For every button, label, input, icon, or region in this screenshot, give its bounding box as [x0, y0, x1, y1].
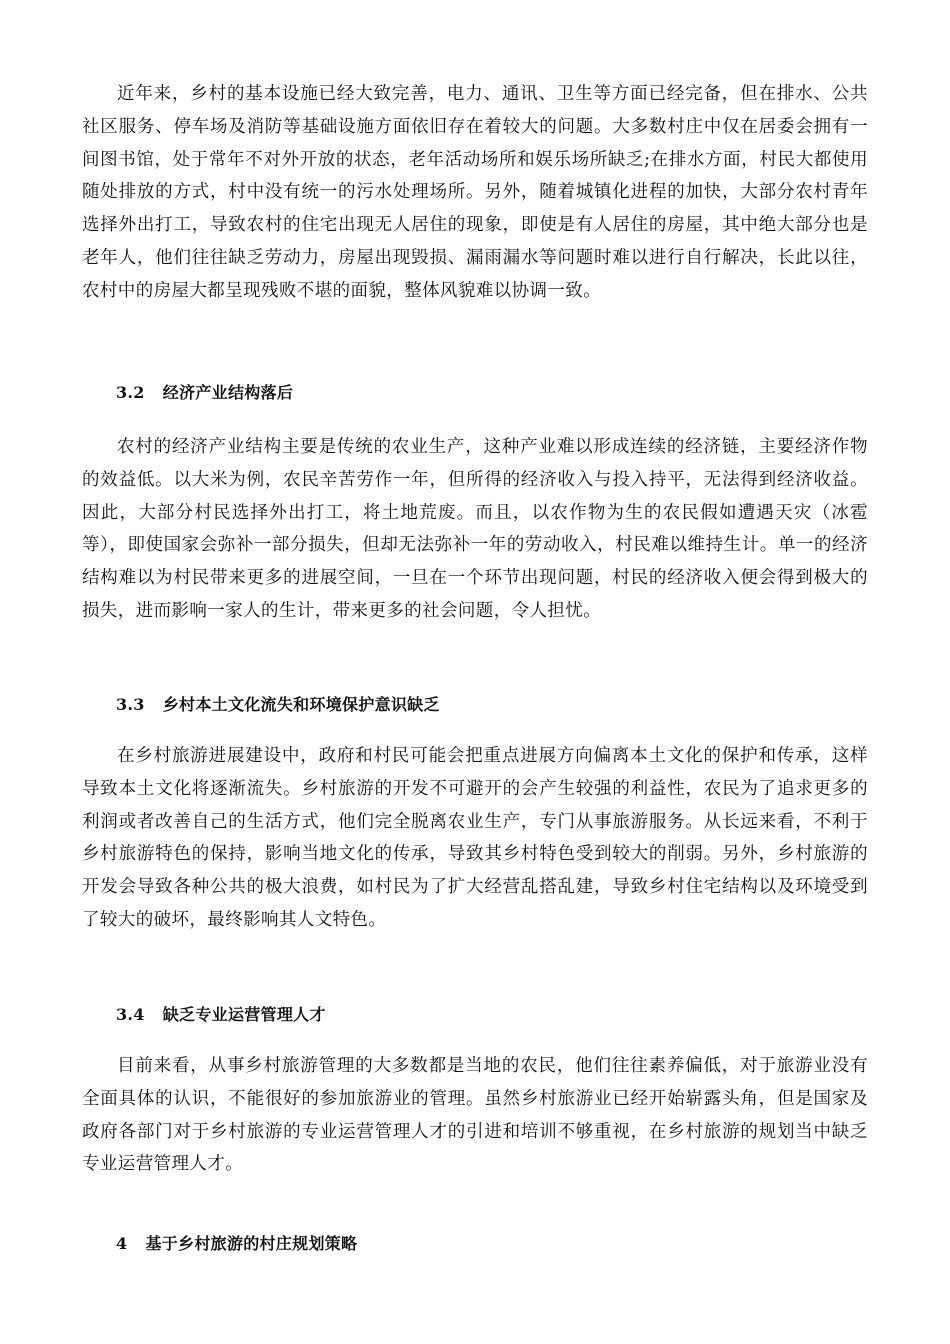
section-number: 4: [116, 1234, 128, 1253]
section-number: 3.2: [116, 383, 145, 402]
section-heading-3-4: [116, 1003, 326, 1027]
section-number: 3.3: [116, 695, 145, 714]
section-title: 乡村本土文化流失和环境保护意识缺乏: [162, 695, 440, 714]
section-number: 3.4: [116, 1005, 145, 1024]
paragraph-talent: 目前来看，从事乡村旅游管理的大多数都是当地的农民，他们往往素养偏低，对于旅游业没有全面具体的认识，不能很好的参加旅游业的管理。虽然乡村旅游业已经开始崭露头角，但是国家及政府各部门对于乡村旅游的专业运营管理人才的引进和培训不够重视，在乡村旅游的规划当中缺乏专业运营管理人才。: [82, 1056, 868, 1175]
section-heading-3-3: [116, 693, 440, 717]
section-heading-3-2: [116, 381, 293, 405]
section-title: 经济产业结构落后: [162, 383, 294, 402]
paragraph-economy: 农村的经济产业结构主要是传统的农业生产，这种产业难以形成连续的经济链，主要经济作物的效益低。以大米为例，农民辛苦劳作一年，但所得的经济收入与投入持平，无法得到经济收益。因此，大部分村民选择外出打工，将土地荒废。而且，以农作物为生的农民假如遭遇天灾（冰雹等），即使国家会弥补一部分损失，但却无法弥补一年的劳动收入，村民难以维持生计。单一的经济结构难以为村民带来更多的进展空间，一旦在一个环节出现问题，村民的经济收入便会得到极大的损失，进而影响一家人的生计，带来更多的社会问题，令人担忧。: [82, 437, 868, 621]
paragraph-culture: 在乡村旅游进展建设中，政府和村民可能会把重点进展方向偏离本土文化的保护和传承，这样导致本土文化将逐渐流失。乡村旅游的开发不可避开的会产生较强的利益性，农民为了追求更多的利润或者改善自己的生活方式，他们完全脱离农业生产，专门从事旅游服务。从长远来看，不利于乡村旅游特色的保持，影响当地文化的传承，导致其乡村特色受到较大的削弱。另外，乡村旅游的开发会导致各种公共的极大浪费，如村民为了扩大经营乱搭乱建，导致乡村住宅结构以及环境受到了较大的破坏，最终影响其人文特色。: [82, 746, 868, 930]
section-title: 缺乏专业运营管理人才: [162, 1005, 326, 1024]
section-title: 基于乡村旅游的村庄规划策略: [145, 1234, 358, 1253]
section-heading-4: [116, 1232, 357, 1256]
paragraph-infrastructure: 近年来，乡村的基本设施已经大致完善，电力、通讯、卫生等方面已经完备，但在排水、公共社区服务、停车场及消防等基础设施方面依旧存在着较大的问题。大多数村庄中仅在居委会拥有一间图书馆，处于常年不对外开放的状态，老年活动场所和娱乐场所缺乏;在排水方面，村民大都使用随处排放的方式，村中没有统一的污水处理场所。另外，随着城镇化进程的加快，大部分农村青年选择外出打工，导致农村的住宅出现无人居住的现象，即使是有人居住的房屋，其中绝大部分也是老年人，他们往往缺乏劳动力，房屋出现毁损、漏雨漏水等问题时难以进行自行解决，长此以往，农村中的房屋大都呈现残败不堪的面貌，整体风貌难以协调一致。: [82, 84, 868, 301]
